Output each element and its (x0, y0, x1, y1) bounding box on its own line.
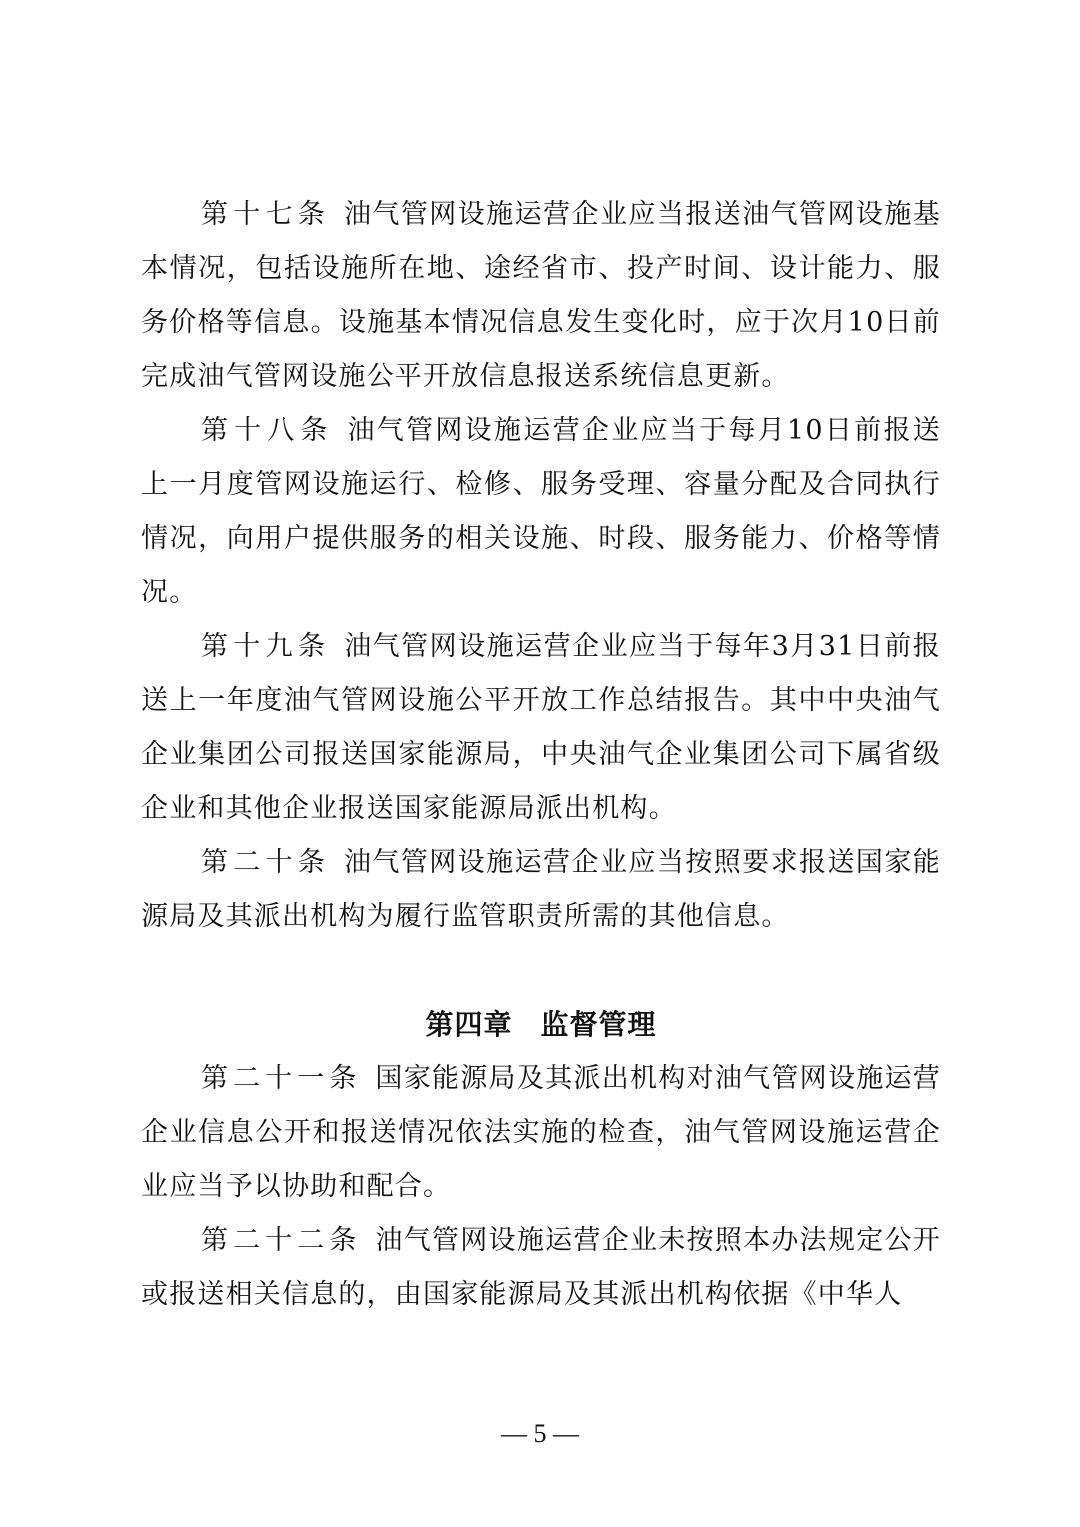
article-label: 第二十二条 (201, 1225, 362, 1256)
article-label: 第二十条 (201, 847, 330, 878)
article-label: 第十七条 (201, 199, 330, 230)
article-text: 油气管网设施运营企业应当按照要求报送国家能源局及其派出机构为履行监管职责所需的其他信息。 (141, 847, 941, 932)
article-20 (141, 836, 941, 944)
article-text: 油气管网设施运营企业应当于每月10日前报送上一月度管网设施运行、检修、服务受理、容量分配及合同执行情况，向用户提供服务的相关设施、时段、服务能力、价格等情况。 (141, 415, 942, 608)
article-18 (141, 404, 941, 620)
page-number: — 5 — (501, 1419, 579, 1448)
article-22 (141, 1214, 941, 1322)
article-text: 油气管网设施运营企业未按照本办法规定公开或报送相关信息的，由国家能源局及其派出机构依据《中华人 (141, 1225, 942, 1310)
article-19 (141, 620, 941, 836)
article-text: 国家能源局及其派出机构对油气管网设施运营企业信息公开和报送情况依法实施的检查，油气管网设施运营企业应当予以协助和配合。 (141, 1063, 942, 1202)
article-text: 油气管网设施运营企业应当报送油气管网设施基本情况，包括设施所在地、途经省市、投产时间、设计能力、服务价格等信息。设施基本情况信息发生变化时，应于次月10日前完成油气管网设施公平开放信息报送系统信息更新。 (141, 199, 941, 392)
article-21 (141, 1052, 941, 1214)
chapter-number: 第四章 (425, 1008, 513, 1041)
article-text: 油气管网设施运营企业应当于每年3月31日前报送上一年度油气管网设施公平开放工作总结报告。其中中央油气企业集团公司报送国家能源局，中央油气企业集团公司下属省级企业和其他企业报送国家能源局派出机构。 (141, 631, 942, 824)
article-17 (141, 188, 941, 404)
article-label: 第十九条 (201, 631, 331, 662)
chapter-title: 监督管理 (540, 1008, 657, 1041)
article-label: 第二十一条 (201, 1063, 362, 1094)
document-body (141, 188, 941, 1322)
chapter-heading (141, 998, 941, 1052)
article-label: 第十八条 (201, 415, 334, 446)
